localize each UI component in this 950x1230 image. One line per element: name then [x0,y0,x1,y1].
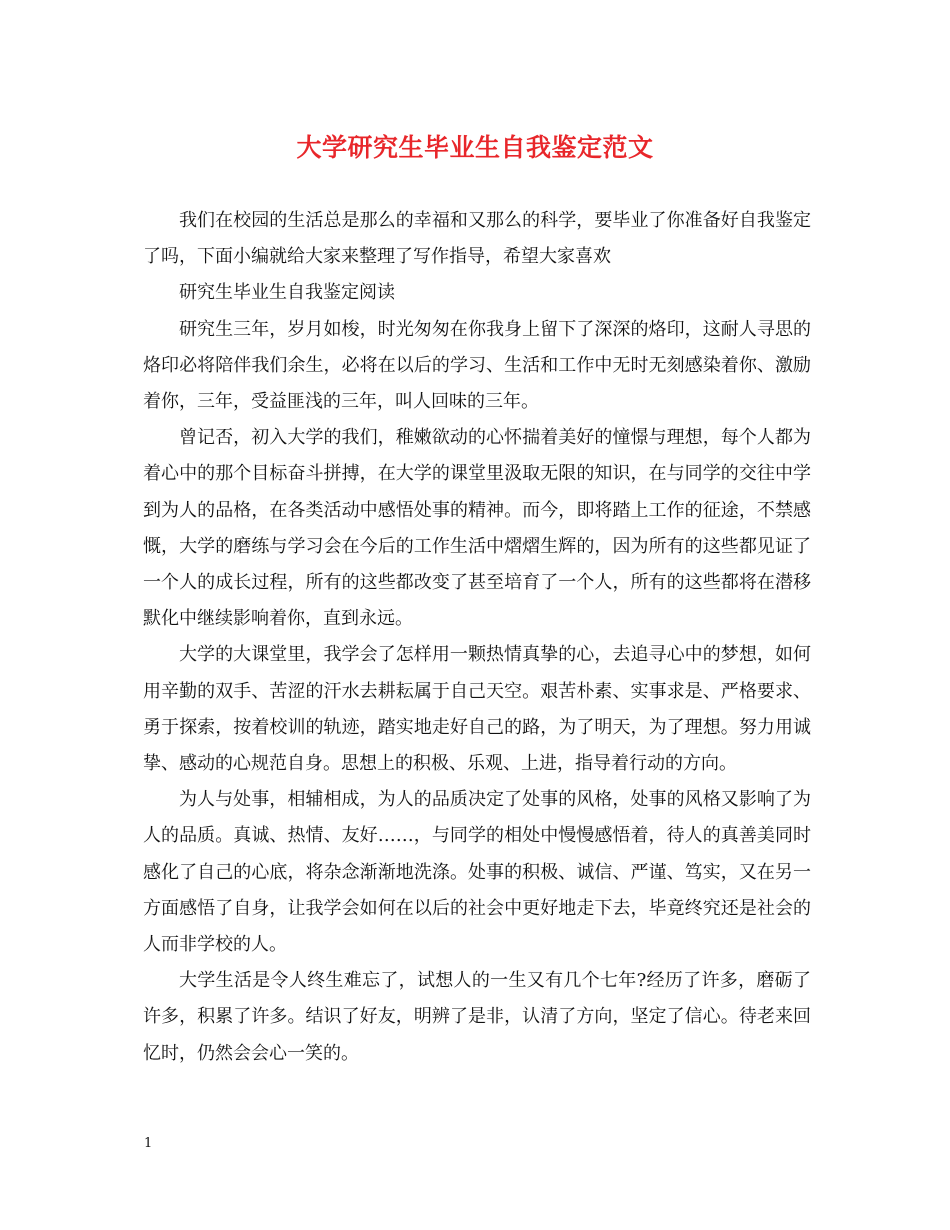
paragraph-intro: 我们在校园的生活总是那么的幸福和又那么的科学，要毕业了你准备好自我鉴定了吗，下面小编就给大家来整理了写作指导，希望大家喜欢 [143,210,811,268]
paragraph-1: 研究生三年，岁月如梭，时光匆匆在你我身上留下了深深的烙印，这耐人寻思的烙印必将陪伴我们余生，必将在以后的学习、生活和工作中无时无刻感染着你、激励着你，三年，受益匪浅的三年，叫人回味的三年。 [143,318,811,413]
paragraph-2: 曾记否，初入大学的我们，稚嫩欲动的心怀揣着美好的憧憬与理想，每个人都为着心中的那个目标奋斗拼搏，在大学的课堂里汲取无限的知识，在与同学的交往中学到为人的品格，在各类活动中感悟处事的精神。而今，即将踏上工作的征途，不禁感慨，大学的磨练与学习会在今后的工作生活中熠熠生辉的，因为所有的这些都见证了一个人的成长过程，所有的这些都改变了甚至培育了一个人，所有的这些都将在潜移默化中继续影响着你，直到永远。 [143,427,811,630]
document-body [143,203,811,1072]
paragraph-3: 大学的大课堂里，我学会了怎样用一颗热情真挚的心，去追寻心中的梦想，如何用辛勤的双手、苦涩的汗水去耕耘属于自己天空。艰苦朴素、实事求是、严格要求、勇于探索，按着校训的轨迹，踏实地走好自己的路，为了明天，为了理想。努力用诚挚、感动的心规范自身。思想上的积极、乐观、上进，指导着行动的方向。 [143,644,811,775]
page-number: 1 [144,1136,153,1151]
paragraph-4: 为人与处事，相辅相成，为人的品质决定了处事的风格，处事的风格又影响了为人的品质。真诚、热情、友好……，与同学的相处中慢慢感悟着，待人的真善美同时感化了自己的心底，将杂念渐渐地洗涤。处事的积极、诚信、严谨、笃实，又在另一方面感悟了自身，让我学会如何在以后的社会中更好地走下去，毕竟终究还是社会的人而非学校的人。 [143,789,811,956]
document-title: 大学研究生毕业生自我鉴定范文 [296,133,654,162]
paragraph-5: 大学生活是令人终生难忘了，试想人的一生又有几个七年?经历了许多，磨砺了许多，积累了许多。结识了好友，明辨了是非，认清了方向，坚定了信心。待老来回忆时，仍然会会心一笑的。 [143,970,811,1064]
paragraph-subheading: 研究生毕业生自我鉴定阅读 [179,282,395,304]
